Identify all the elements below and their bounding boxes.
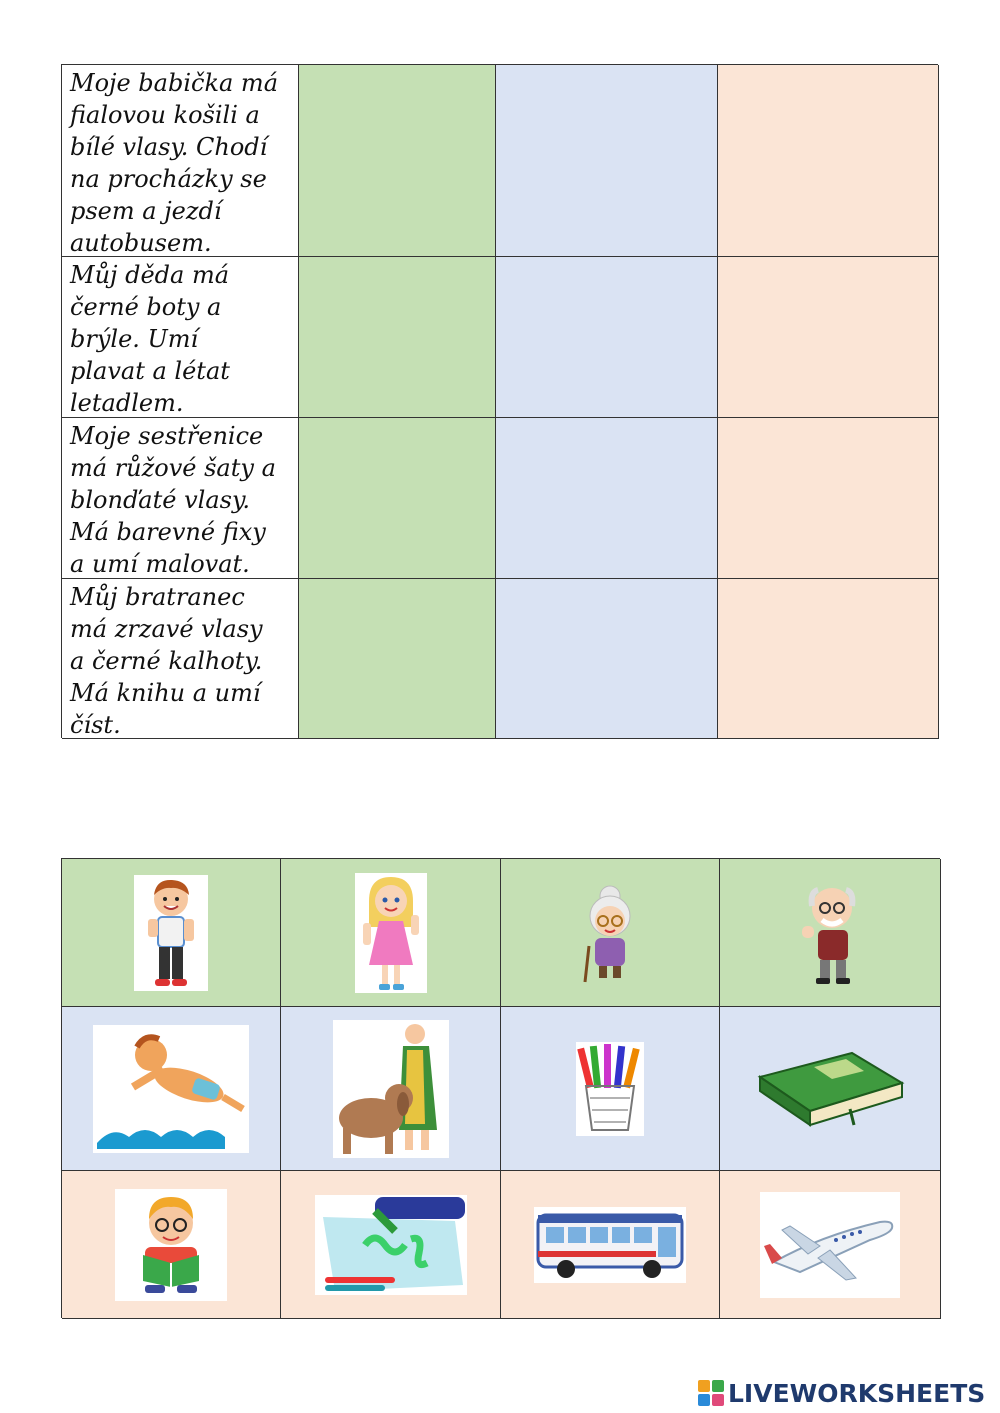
drop-cell-activity-2[interactable] <box>496 257 718 418</box>
drop-cell-person-4[interactable] <box>299 579 496 739</box>
description-table <box>61 64 938 738</box>
picture-cell <box>501 1171 720 1319</box>
drop-cell-extra-3[interactable] <box>718 418 939 579</box>
picture-cell <box>62 1007 281 1171</box>
drop-cell-activity-3[interactable] <box>496 418 718 579</box>
bus-icon[interactable] <box>534 1207 686 1283</box>
picture-cell <box>62 1171 281 1319</box>
drop-cell-person-1[interactable] <box>299 65 496 257</box>
liveworksheets-logo <box>698 1378 985 1408</box>
liveworksheets-logo-mark <box>698 1380 724 1406</box>
picture-cell <box>720 1007 941 1171</box>
picture-cell <box>720 859 941 1007</box>
description-grandmother: Moje babička má fialovou košili a bílé vlasy. Chodí na procházky se psem a jezdí autobusem. <box>62 65 299 257</box>
woman-walking-dog-icon[interactable] <box>333 1020 449 1158</box>
picture-cell <box>501 859 720 1007</box>
description-cousin-boy: Můj bratranec má zrzavé vlasy a černé kalhoty. Má knihu a umí číst. <box>62 579 299 739</box>
grandmother-icon[interactable] <box>575 880 645 985</box>
picture-cell <box>281 1007 501 1171</box>
drop-cell-activity-4[interactable] <box>496 579 718 739</box>
child-reading-icon[interactable] <box>115 1189 227 1301</box>
drop-cell-person-2[interactable] <box>299 257 496 418</box>
airplane-icon[interactable] <box>760 1192 900 1298</box>
picture-cell <box>501 1007 720 1171</box>
picture-bank <box>61 858 940 1318</box>
picture-cell <box>62 859 281 1007</box>
boy-icon[interactable] <box>134 875 208 991</box>
drop-cell-extra-1[interactable] <box>718 65 939 257</box>
drop-cell-extra-4[interactable] <box>718 579 939 739</box>
drop-cell-activity-1[interactable] <box>496 65 718 257</box>
drawing-hand-icon[interactable] <box>315 1195 467 1295</box>
logo-text: LIVEWORKSHEETS <box>728 1378 986 1408</box>
book-icon[interactable] <box>754 1049 906 1129</box>
picture-cell <box>281 1171 501 1319</box>
swimming-man-icon[interactable] <box>93 1025 249 1153</box>
picture-cell <box>281 859 501 1007</box>
girl-icon[interactable] <box>355 873 427 993</box>
description-grandfather: Můj děda má černé boty a brýle. Umí plavat a létat letadlem. <box>62 257 299 418</box>
picture-cell <box>720 1171 941 1319</box>
drop-cell-person-3[interactable] <box>299 418 496 579</box>
drop-cell-extra-2[interactable] <box>718 257 939 418</box>
description-cousin-girl: Moje sestřenice má růžové šaty a blonďaté vlasy. Má barevné fixy a umí malovat. <box>62 418 299 579</box>
grandfather-icon[interactable] <box>796 878 864 988</box>
markers-cup-icon[interactable] <box>576 1042 644 1136</box>
